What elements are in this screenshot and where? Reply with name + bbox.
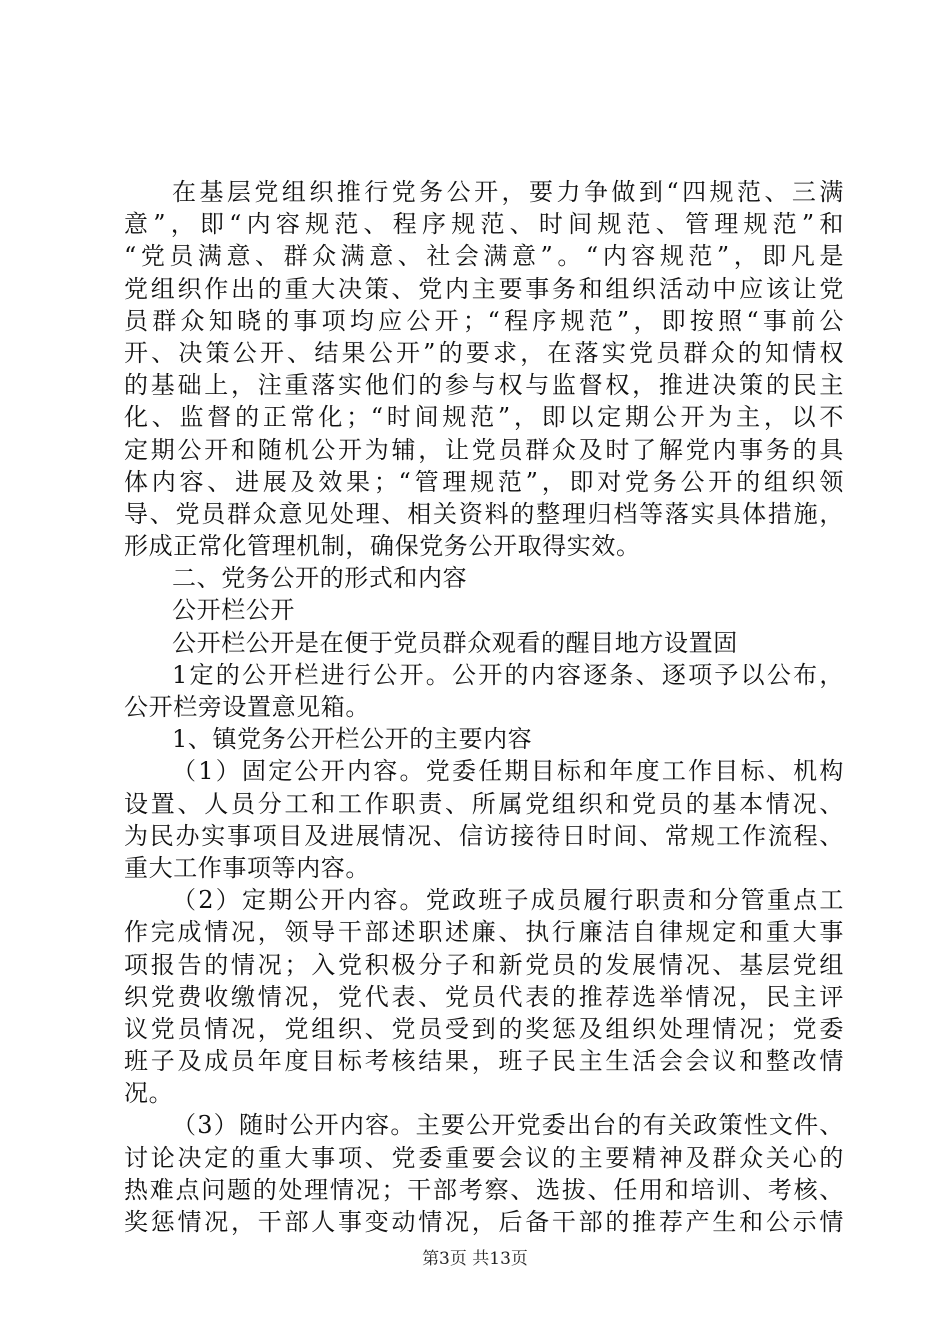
text-line: 作完成情况，领导干部述职述廉、执行廉洁自律规定和重大事 xyxy=(124,918,844,947)
text-line: 班子及成员年度目标考核结果，班子民主生活会会议和整改情 xyxy=(124,1047,844,1076)
text-line: 导、党员群众意见处理、相关资料的整理归档等落实具体措施， xyxy=(124,499,844,528)
text-line: 织党费收缴情况，党代表、党员代表的推荐选举情况，民主评 xyxy=(124,982,844,1011)
text-line: 公开栏旁设置意见箱。 xyxy=(124,693,370,721)
text-line: 员群众知晓的事项均应公开；“程序规范”，即按照“事前公 xyxy=(124,306,844,335)
text-line: （3）随时公开内容。主要公开党委出台的有关政策性文件、 xyxy=(172,1111,844,1140)
page-footer: 第3页 共13页 xyxy=(422,1249,528,1269)
text-line: 的基础上，注重落实他们的参与权与监督权，推进决策的民主 xyxy=(124,371,844,400)
text-line: 公开栏公开 xyxy=(172,596,295,625)
text-line: 开、决策公开、结果公开”的要求，在落实党员群众的知情权 xyxy=(124,338,844,367)
text-line: 在基层党组织推行党务公开，要力争做到“四规范、三满 xyxy=(172,178,844,206)
text-line: 定期公开和随机公开为辅，让党员群众及时了解党内事务的具 xyxy=(124,435,844,464)
text-line: 1定的公开栏进行公开。公开的内容逐条、逐项予以公布， xyxy=(172,660,844,689)
text-line: 讨论决定的重大事项、党委重要会议的主要精神及群众关心的 xyxy=(124,1143,844,1172)
text-line: 党组织作出的重大决策、党内主要事务和组织活动中应该让党 xyxy=(124,274,844,303)
text-line: 公开栏公开是在便于党员群众观看的醒目地方设置固 xyxy=(172,628,738,657)
text-line: 况。 xyxy=(124,1079,174,1108)
text-line: 设置、人员分工和工作职责、所属党组织和党员的基本情况、 xyxy=(124,789,844,818)
text-line: 1、镇党务公开栏公开的主要内容 xyxy=(172,725,533,754)
text-line: 项报告的情况；入党积极分子和新党员的发展情况、基层党组 xyxy=(124,950,844,979)
text-line: 热难点问题的处理情况；干部考察、选拔、任用和培训、考核、 xyxy=(124,1175,844,1204)
text-line: （1）固定公开内容。党委任期目标和年度工作目标、机构 xyxy=(172,757,844,786)
text-line: （2）定期公开内容。党政班子成员履行职责和分管重点工 xyxy=(172,886,844,915)
text-line: 意”，即“内容规范、程序规范、时间规范、管理规范”和 xyxy=(124,210,844,239)
text-line: 奖惩情况，干部人事变动情况，后备干部的推荐产生和公示情 xyxy=(124,1208,844,1236)
text-line: 形成正常化管理机制，确保党务公开取得实效。 xyxy=(124,532,641,561)
text-line: 议党员情况，党组织、党员受到的奖惩及组织处理情况；党委 xyxy=(124,1014,844,1043)
text-line: 重大工作事项等内容。 xyxy=(124,853,370,882)
text-line: 体内容、进展及效果；“管理规范”，即对党务公开的组织领 xyxy=(124,467,844,496)
text-line: 化、监督的正常化；“时间规范”，即以定期公开为主，以不 xyxy=(124,403,844,432)
text-line: “党员满意、群众满意、社会满意”。“内容规范”，即凡是 xyxy=(124,242,844,271)
text-line: 二、党务公开的形式和内容 xyxy=(172,564,468,593)
body-text xyxy=(124,176,844,1238)
text-line: 为民办实事项目及进展情况、信访接待日时间、常规工作流程、 xyxy=(124,821,844,850)
